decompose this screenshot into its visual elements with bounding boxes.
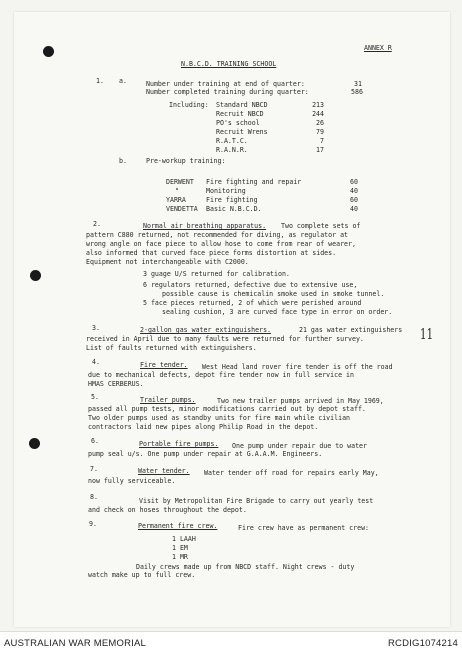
breakdown-value: 26 — [316, 119, 324, 127]
page-title: N.B.C.D. TRAINING SCHOOL — [181, 60, 277, 68]
breakdown-value: 79 — [316, 128, 324, 136]
section-8-text: and check on hoses throughout the depot. — [88, 506, 247, 514]
crew-member: 1 LAAH — [172, 535, 196, 543]
crew-member: 1 MR — [172, 553, 188, 561]
section-9-heading: Permanent fire crew. — [138, 522, 218, 530]
punch-hole-top — [43, 46, 54, 57]
section-2-text: wrong angle on face piece to allow hose to come from rear of wearer, — [86, 240, 356, 248]
section-5-number: 5. — [91, 393, 99, 401]
prework-ship: YARRA — [166, 196, 186, 204]
prework-task: Fire fighting — [206, 196, 258, 204]
section-6-number: 6. — [91, 437, 99, 445]
section-8-number: 8. — [90, 493, 98, 501]
section-4-heading: Fire tender. — [140, 361, 188, 369]
prework-heading: Pre-workup training: — [146, 157, 226, 165]
section-7-number: 7. — [90, 465, 98, 473]
training-line-2: Number completed training during quarter: — [146, 88, 309, 96]
breakdown-label: R.A.N.R. — [216, 146, 248, 154]
breakdown-label: PO's school — [216, 119, 260, 127]
section-6-text: One pump under repair due to water — [232, 442, 367, 450]
prework-value: 60 — [350, 196, 358, 204]
prework-value: 60 — [350, 178, 358, 186]
section-7-text: Water tender off road for repairs early May, — [204, 469, 379, 477]
punch-hole-middle — [30, 270, 41, 281]
punch-hole-bottom — [29, 438, 40, 449]
section-2-text: also informed that curved face piece forms distortion at sides. — [86, 249, 337, 257]
section-4-text: West Head land rover fire tender is off the road — [202, 363, 393, 371]
breakdown-value: 244 — [312, 110, 324, 118]
section-5-text: contractors laid new pipes along Philip Road in the depot. — [88, 423, 319, 431]
section-6-heading: Portable fire pumps. — [139, 440, 219, 448]
prework-value: 40 — [350, 187, 358, 195]
breakdown-label: Recruit Wrens — [216, 128, 268, 136]
section-9-text: Daily crews made up from NBCD staff. Night crews - duty — [136, 563, 355, 571]
crew-member: 1 EM — [172, 544, 188, 552]
section-2-item: sealing cushion, 3 are curved face type in error on order. — [162, 308, 393, 316]
prework-task: Basic N.B.C.D. — [206, 205, 262, 213]
section-2-number: 2. — [93, 220, 101, 228]
training-value-1: 31 — [354, 80, 362, 88]
section-3-text: 21 gas water extinguishers — [299, 326, 403, 334]
section-2-item: 5 face pieces returned, 2 of which were perished around — [143, 299, 362, 307]
section-3-text: received in April due to many faults were returned for further survey. — [86, 335, 364, 343]
prework-task: Fire fighting and repair — [206, 178, 302, 186]
section-2-item: 6 regulators returned, defective due to extensive use, — [143, 281, 358, 289]
breakdown-label: Recruit NBCD — [216, 110, 264, 118]
breakdown-value: 7 — [320, 137, 324, 145]
section-7-heading: Water tender. — [138, 467, 190, 475]
annex-label: ANNEX R — [364, 44, 392, 52]
section-2-text: Two complete sets of — [281, 222, 361, 230]
footer-id: RCDIG1074214 — [388, 638, 458, 649]
breakdown-value: 213 — [312, 101, 324, 109]
section-3-number: 3. — [92, 324, 100, 332]
section-8-text: Visit by Metropolitan Fire Brigade to carry out yearly test — [139, 497, 374, 505]
section-5-heading: Trailer pumps. — [140, 396, 196, 404]
section-7-text: now fully serviceable. — [88, 477, 176, 485]
section-9-number: 9. — [89, 520, 97, 528]
section-2-text: pattern C880 returned, not recommended for diving, as regulator at — [86, 231, 349, 239]
section-9-text: watch make up to full crew. — [88, 571, 196, 579]
section-9-text: Fire crew have as permanent crew: — [238, 524, 370, 532]
prework-ship: " — [175, 187, 179, 195]
section-2-item: possible cause is chemicalin smoke used in smoke tunnel. — [162, 290, 385, 298]
prework-ship: DERWENT — [166, 178, 194, 186]
archive-footer — [0, 631, 462, 654]
section-3-text: List of faults returned with extinguishers. — [86, 344, 257, 352]
prework-ship: VENDETTA — [166, 205, 198, 213]
training-value-2: 586 — [351, 88, 363, 96]
prework-value: 40 — [350, 205, 358, 213]
section-2-item: 3 guage U/S returned for calibration. — [143, 270, 290, 278]
breakdown-label: Standard NBCD — [216, 101, 268, 109]
section-1b-label: b. — [119, 157, 127, 165]
section-5-text: Two new trailer pumps arrived in May 1969, — [217, 397, 384, 405]
breakdown-value: 17 — [316, 146, 324, 154]
section-4-number: 4. — [92, 358, 100, 366]
section-1a-label: a. — [119, 77, 127, 85]
including-label: Including: — [169, 101, 209, 109]
section-4-text: due to mechanical defects, depot fire tender now in full service in — [88, 371, 354, 379]
training-line-1: Number under training at end of quarter: — [146, 80, 305, 88]
section-2-heading: Normal air breathing apparatus. — [143, 222, 267, 230]
section-6-text: pump seal u/s. One pump under repair at G.A.A.M. Engineers. — [88, 450, 323, 458]
footer-source: AUSTRALIAN WAR MEMORIAL — [4, 638, 147, 649]
section-5-text: Two older pumps used as standby units for fire main while civilian — [88, 414, 351, 422]
section-4-text: HMAS CERBERUS. — [88, 380, 144, 388]
section-1-number: 1. — [96, 77, 104, 85]
section-2-text: Equipment not interchangeable with C2000. — [86, 258, 249, 266]
breakdown-label: R.A.T.C. — [216, 137, 248, 145]
section-5-text: passed all pump tests, minor modifications carried out by depot staff. — [88, 405, 366, 413]
handwritten-mark: 11 — [419, 325, 434, 343]
prework-task: Monitoring — [206, 187, 246, 195]
section-3-heading: 2-gallon gas water extinguishers. — [140, 326, 272, 334]
